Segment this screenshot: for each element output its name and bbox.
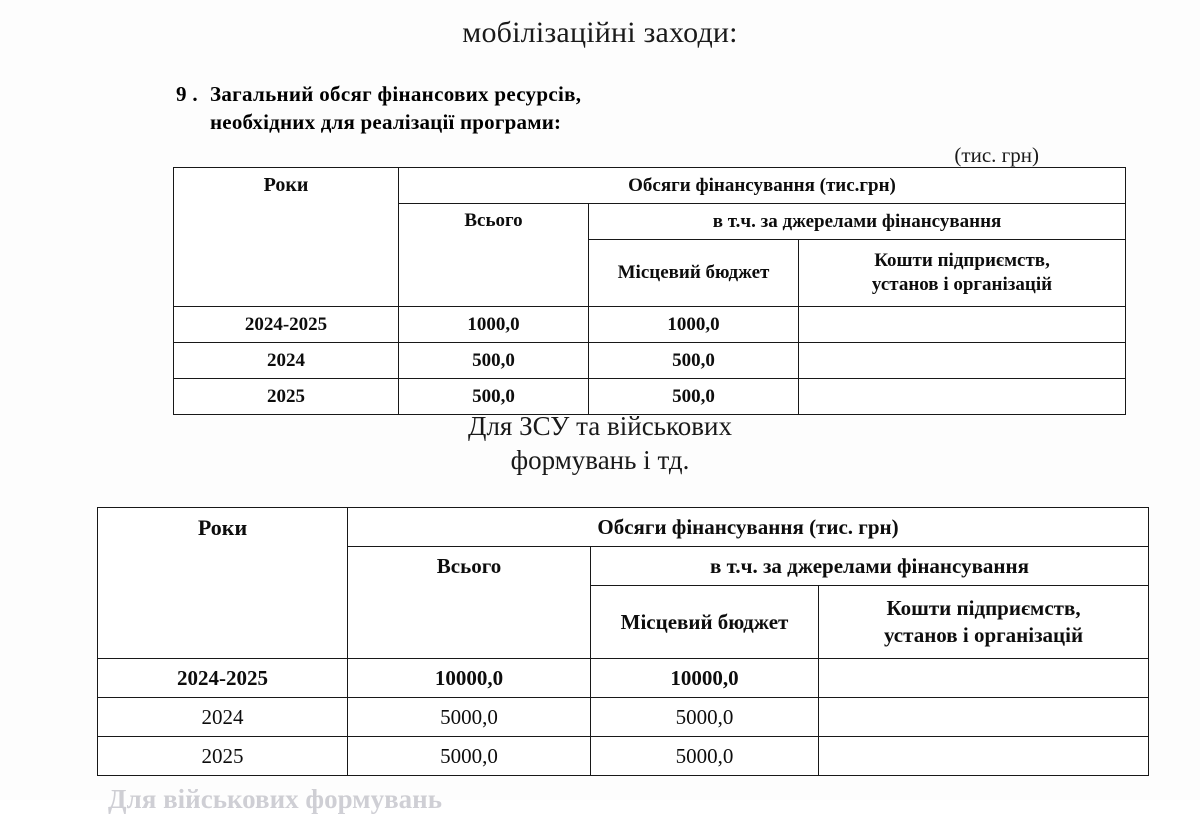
mid-paragraph-line-2: формувань і тд. <box>510 444 690 475</box>
header-local-budget: Місцевий бюджет <box>591 586 819 659</box>
header-enterprise-funds-line-1: Кошти підприємств, <box>886 596 1081 621</box>
cell-local-budget: 1000,0 <box>589 307 799 343</box>
header-enterprise-funds-line-2: установ і організацій <box>883 623 1084 647</box>
mid-paragraph <box>0 410 1200 478</box>
section-title-line-2: необхідних для реалізації програми: <box>210 110 562 135</box>
section-heading <box>176 80 876 137</box>
table-row <box>174 307 1126 343</box>
cell-total: 500,0 <box>399 379 589 415</box>
cell-enterprise-funds <box>819 737 1149 776</box>
cell-total: 5000,0 <box>348 698 591 737</box>
header-local-budget: Місцевий бюджет <box>589 240 799 307</box>
header-enterprise-funds-line-1: Кошти підприємств, <box>874 250 1050 272</box>
cell-total: 5000,0 <box>348 737 591 776</box>
header-total: Всього <box>399 204 589 307</box>
cell-enterprise-funds <box>799 307 1126 343</box>
table-row <box>174 343 1126 379</box>
units-caption: (тис. грн) <box>954 143 1039 167</box>
bottom-clipped-text: Для військових формувань <box>108 784 442 814</box>
header-enterprise-funds-line-2: установ і організацій <box>871 274 1053 295</box>
cell-local-budget: 500,0 <box>589 379 799 415</box>
cell-years: 2024-2025 <box>98 659 348 698</box>
cell-years: 2024 <box>98 698 348 737</box>
cell-local-budget: 5000,0 <box>591 698 819 737</box>
header-enterprise-funds <box>819 586 1149 659</box>
cell-total: 500,0 <box>399 343 589 379</box>
cell-enterprise-funds <box>819 659 1149 698</box>
header-volumes: Обсяги фінансування (тис.грн) <box>399 168 1126 204</box>
cell-local-budget: 5000,0 <box>591 737 819 776</box>
section-heading-line-1 <box>176 80 876 108</box>
cell-local-budget: 500,0 <box>589 343 799 379</box>
cell-local-budget: 10000,0 <box>591 659 819 698</box>
cell-enterprise-funds <box>799 343 1126 379</box>
cell-total: 10000,0 <box>348 659 591 698</box>
table-header-row <box>98 508 1149 547</box>
finance-table-general <box>173 167 1126 415</box>
cell-years: 2024 <box>174 343 399 379</box>
header-enterprise-funds <box>799 240 1126 307</box>
header-total: Всього <box>348 547 591 659</box>
header-volumes: Обсяги фінансування (тис. грн) <box>348 508 1149 547</box>
header-by-sources: в т.ч. за джерелами фінансування <box>589 204 1126 240</box>
table-row <box>98 698 1149 737</box>
section-number: 9 . <box>176 82 198 106</box>
cell-years: 2025 <box>98 737 348 776</box>
cell-years: 2024-2025 <box>174 307 399 343</box>
continuation-text-line: мобілізаційні заходи: <box>462 16 738 49</box>
table-header-row <box>174 168 1126 204</box>
mid-paragraph-line-1: Для ЗСУ та військових <box>468 411 732 441</box>
table-row <box>98 737 1149 776</box>
cell-years: 2025 <box>174 379 399 415</box>
table-row <box>98 659 1149 698</box>
section-title-line-1: Загальний обсяг фінансових ресурсів, <box>210 82 582 106</box>
header-years: Роки <box>174 168 399 307</box>
cell-total: 1000,0 <box>399 307 589 343</box>
header-by-sources: в т.ч. за джерелами фінансування <box>591 547 1149 586</box>
header-years: Роки <box>98 508 348 659</box>
finance-table-military <box>97 507 1149 776</box>
cell-enterprise-funds <box>819 698 1149 737</box>
